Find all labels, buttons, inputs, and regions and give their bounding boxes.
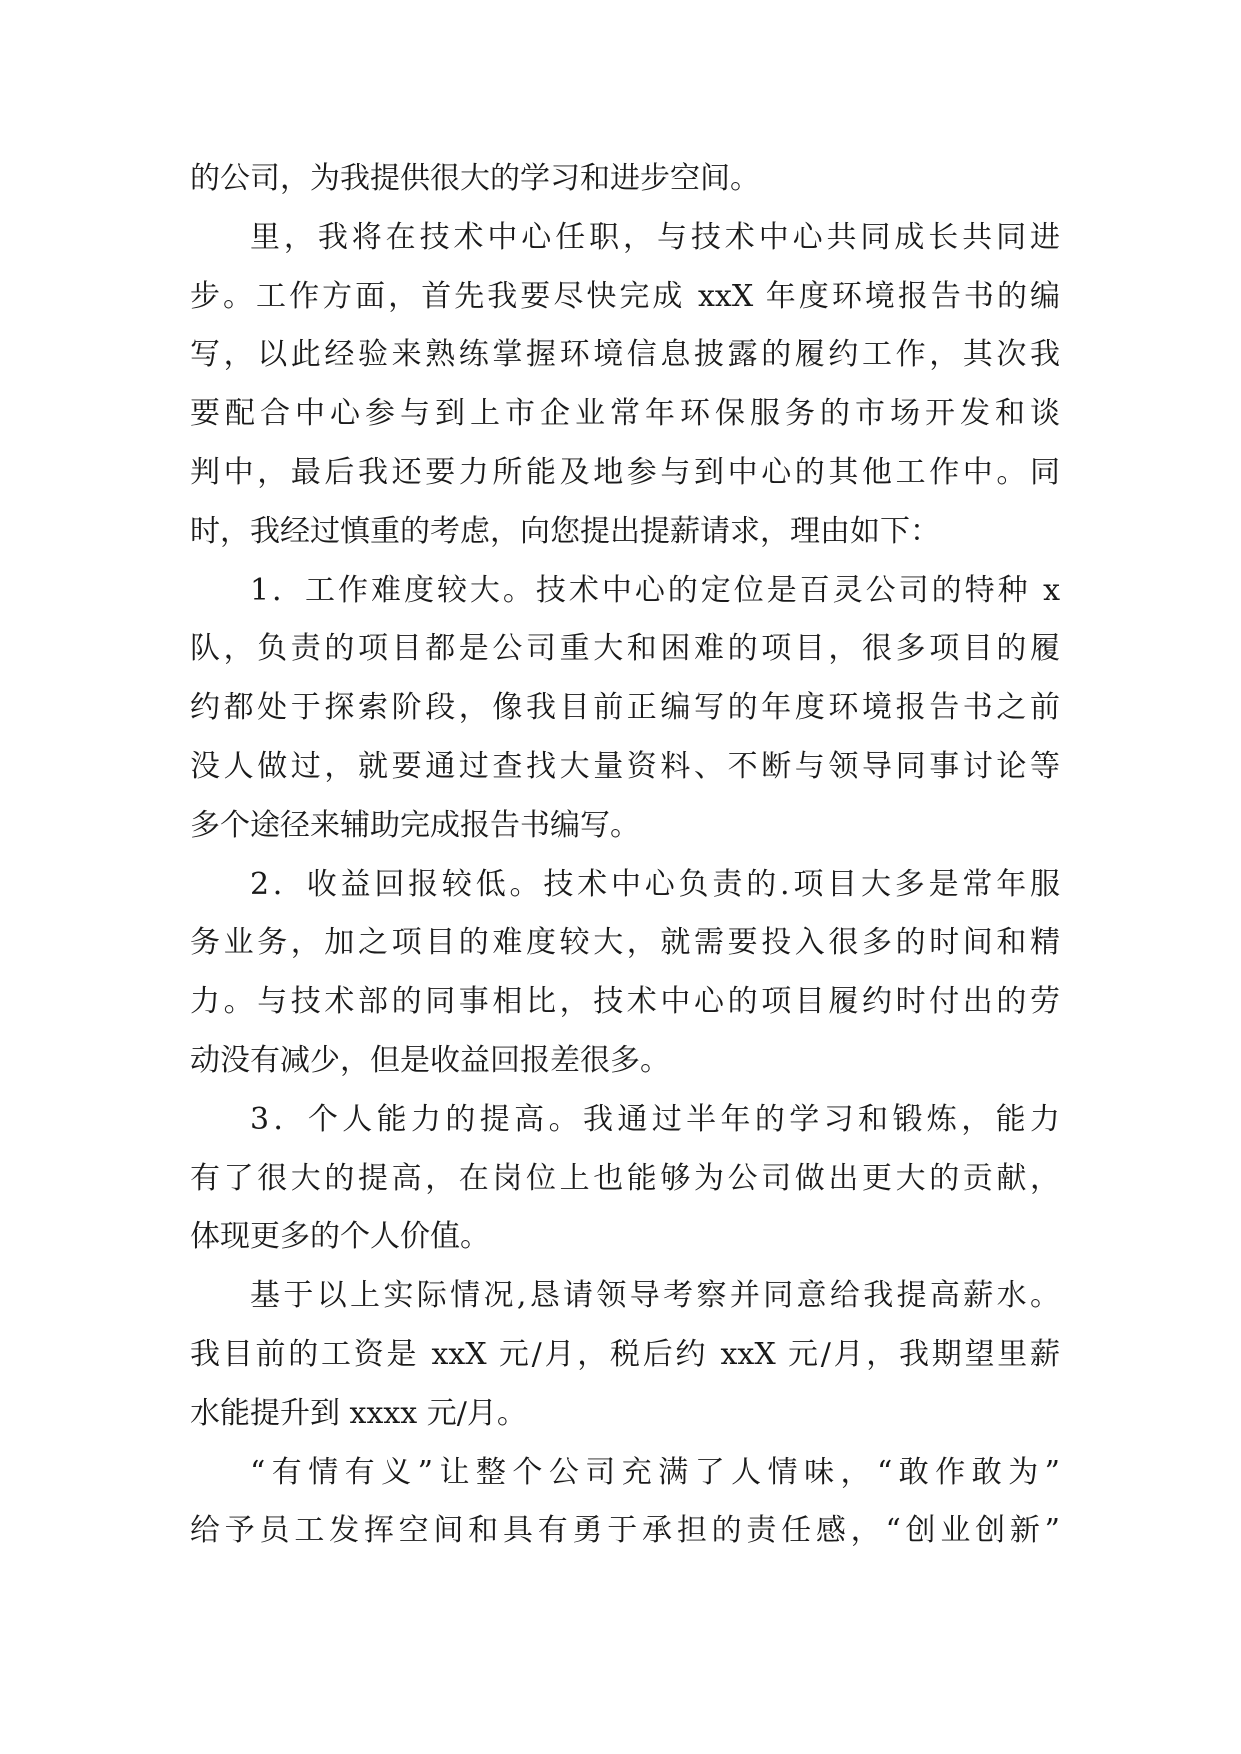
text-line: 要配合中心参与到上市企业常年环保服务的市场开发和谈 bbox=[190, 396, 1060, 432]
text-line: 写，以此经验来熟练掌握环境信息披露的履约工作，其次我 bbox=[190, 337, 1060, 373]
text-line: 体现更多的个人价值。 bbox=[190, 1219, 490, 1255]
text-line: 3．个人能力的提高。我通过半年的学习和锻炼，能力 bbox=[250, 1101, 1060, 1137]
text-line: 约都处于探索阶段，像我目前正编写的年度环境报告书之前 bbox=[190, 690, 1060, 726]
text-line: 时，我经过慎重的考虑，向您提出提薪请求，理由如下： bbox=[190, 513, 940, 549]
text-line: 多个途径来辅助完成报告书编写。 bbox=[190, 807, 640, 843]
text-line: “有情有义”让整个公司充满了人情味，“敢作敢为” bbox=[250, 1454, 1060, 1490]
text-line: 没人做过，就要通过查找大量资料、不断与领导同事讨论等 bbox=[190, 748, 1060, 784]
text-line: 力。与技术部的同事相比，技术中心的项目履约时付出的劳 bbox=[190, 984, 1060, 1020]
text-line: 基于以上实际情况,恳请领导考察并同意给我提高薪水。 bbox=[250, 1278, 1060, 1314]
text-line: 队，负责的项目都是公司重大和困难的项目，很多项目的履 bbox=[190, 631, 1060, 667]
text-line: 的公司，为我提供很大的学习和进步空间。 bbox=[190, 161, 760, 196]
text-line: 判中，最后我还要力所能及地参与到中心的其他工作中。同 bbox=[190, 454, 1060, 490]
text-line: 水能提升到 xxxx 元/月。 bbox=[190, 1395, 527, 1431]
text-line: 我目前的工资是 xxX 元/月，税后约 xxX 元/月，我期望里薪 bbox=[190, 1336, 1060, 1372]
text-line: 动没有减少，但是收益回报差很多。 bbox=[190, 1042, 670, 1078]
text-line: 1．工作难度较大。技术中心的定位是百灵公司的特种 x bbox=[250, 572, 1060, 608]
text-line: 里，我将在技术中心任职，与技术中心共同成长共同进 bbox=[250, 219, 1060, 255]
text-line: 务业务，加之项目的难度较大，就需要投入很多的时间和精 bbox=[190, 925, 1060, 961]
document-body bbox=[190, 150, 1060, 1561]
text-line: 有了很大的提高，在岗位上也能够为公司做出更大的贡献， bbox=[190, 1160, 1060, 1196]
text-line: 2．收益回报较低。技术中心负责的.项目大多是常年服 bbox=[250, 866, 1060, 902]
text-line: 步。工作方面，首先我要尽快完成 xxX 年度环境报告书的编 bbox=[190, 278, 1060, 314]
text-line: 给予员工发挥空间和具有勇于承担的责任感，“创业创新” bbox=[190, 1513, 1060, 1549]
